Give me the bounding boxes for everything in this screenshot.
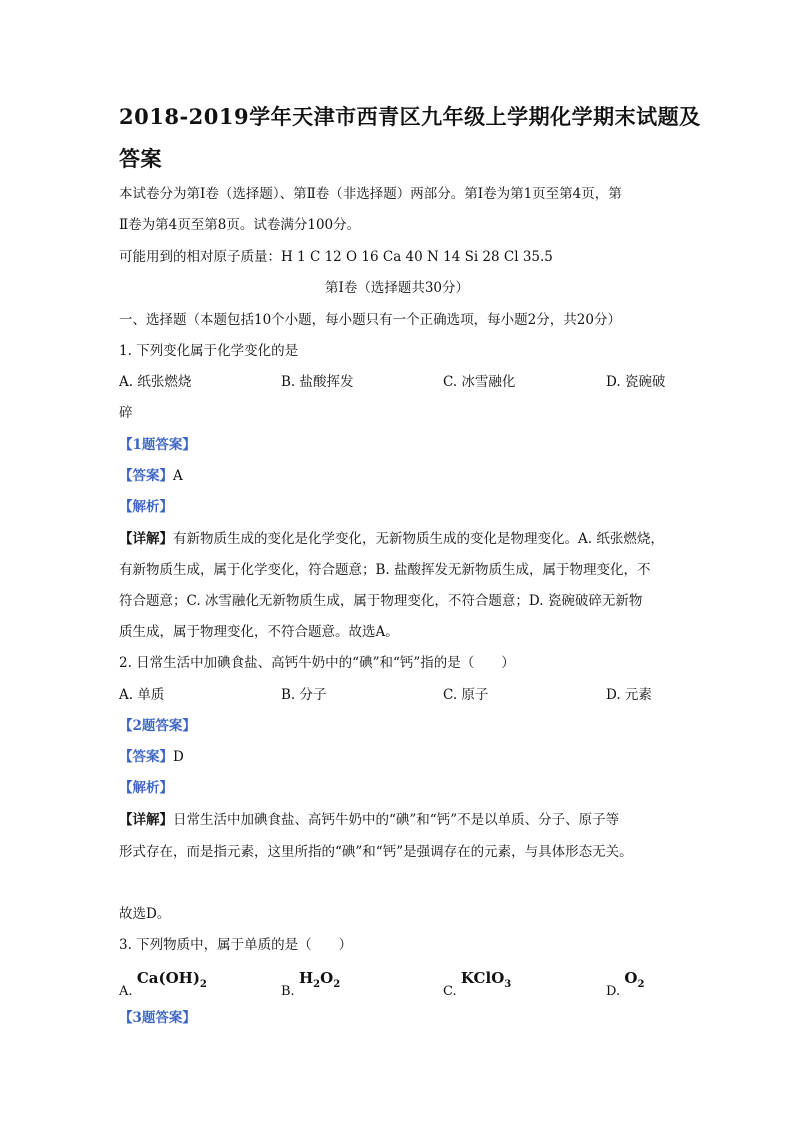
q2-answer-row (119, 747, 184, 767)
q1-option-a: A. 纸张燃烧 (119, 374, 192, 390)
q3-formula-a-main: Ca(OH) (136, 969, 200, 987)
q1-detail-line2: 有新物质生成，属于化学变化，符合题意；B. 盐酸挥发无新物质生成，属于物理变化，不 (119, 562, 651, 578)
section-title: 第Ⅰ卷（选择题共30分） (324, 280, 469, 296)
q1-detail-line4: 质生成，属于物理变化，不符合题意。故选A。 (119, 624, 399, 640)
q2-option-c: C. 原子 (443, 687, 489, 703)
q1-answer-value: A (173, 468, 183, 484)
q2-option-b: B. 分子 (281, 687, 327, 703)
q2-detail-text1: 日常生活中加碘食盐、高钙牛奶中的“碘”和“钙”不是以单质、分子、原子等 (173, 812, 620, 828)
q3-answer-header: 【3题答案】 (119, 1010, 196, 1026)
q1-option-b: B. 盐酸挥发 (281, 374, 354, 390)
q1-answer-tag: 【答案】 (119, 468, 173, 484)
doc-title-line1: 2018-2019学年天津市西青区九年级上学期化学期末试题及 (119, 104, 701, 129)
part-title: 一、选择题（本题包括10个小题，每小题只有一个正确选项，每小题2分，共20分） (119, 312, 621, 328)
q2-detail-line1 (119, 810, 619, 830)
q2-answer-header: 【2题答案】 (119, 718, 196, 734)
q3-formula-c-sub: 3 (504, 979, 512, 990)
q3-label-a: A. (119, 984, 133, 999)
q1-detail-line3: 符合题意；C. 冰雪融化无新物质生成，属于物理变化，不符合题意；D. 瓷碗破碎无新物 (119, 593, 643, 609)
q1-analysis-tag: 【解析】 (119, 499, 173, 515)
q3-formula-c-main: KClO (460, 969, 505, 987)
q3-formula-b (298, 969, 341, 990)
q3-formula-d-main: O (624, 969, 638, 987)
q1-option-c: C. 冰雪融化 (443, 374, 516, 390)
q2-option-a: A. 单质 (119, 687, 165, 703)
q3-label-b: B. (281, 984, 295, 999)
q1-stem: 1. 下列变化属于化学变化的是 (119, 343, 299, 359)
q2-detail-line2: 形式存在，而是指元素，这里所指的“碘”和“钙”是强调存在的元素，与具体形态无关。 (119, 844, 633, 860)
q2-detail-tag: 【详解】 (119, 812, 173, 828)
q3-stem: 3. 下列物质中，属于单质的是（ ） (119, 937, 353, 953)
q3-formula-d (624, 969, 645, 990)
q3-option-d (606, 968, 645, 999)
q3-formula-a-sub: 2 (199, 979, 207, 990)
q3-formula-a (136, 969, 207, 990)
q2-stem: 2. 日常生活中加碘食盐、高钙牛奶中的“碘”和“钙”指的是（ ） (119, 655, 515, 671)
q3-formula-b-sub: 2 (313, 979, 321, 990)
q2-answer-value: D (173, 749, 184, 765)
q3-option-c (443, 968, 512, 999)
q3-formula-d-sub: 2 (637, 979, 645, 990)
q1-detail-line1 (119, 529, 664, 549)
intro-line1: 本试卷分为第Ⅰ卷（选择题）、第Ⅱ卷（非选择题）两部分。第Ⅰ卷为第1页至第4页，第 (119, 186, 622, 202)
intro-line2: Ⅱ卷为第4页至第8页。试卷满分100分。 (119, 217, 361, 233)
q1-detail-tag: 【详解】 (119, 531, 173, 547)
q1-detail-text1: 有新物质生成的变化是化学变化，无新物质生成的变化是物理变化。A. 纸张燃烧， (173, 531, 664, 547)
q3-formula-b-main2: O (320, 969, 334, 987)
q1-answer-header: 【1题答案】 (119, 437, 196, 453)
doc-title-line2: 答案 (119, 146, 162, 171)
q1-option-d: D. 瓷碗破 (606, 374, 666, 390)
q3-formula-c (460, 969, 512, 990)
q3-label-c: C. (443, 984, 457, 999)
q2-option-d: D. 元素 (606, 687, 652, 703)
q3-option-b (281, 968, 341, 999)
q2-answer-tag: 【答案】 (119, 749, 173, 765)
intro-line3: 可能用到的相对原子质量：H 1 C 12 O 16 Ca 40 N 14 Si 28 Cl 35.5 (119, 249, 553, 265)
q2-analysis-tag: 【解析】 (119, 780, 173, 796)
q1-option-d-wrap: 碎 (119, 405, 133, 421)
q2-conclusion: 故选D。 (119, 906, 171, 922)
q3-formula-b-sub2: 2 (333, 979, 341, 990)
q1-answer-row (119, 466, 183, 486)
q3-label-d: D. (606, 984, 621, 999)
q3-option-a (119, 968, 207, 999)
q3-formula-b-main: H (298, 969, 314, 987)
